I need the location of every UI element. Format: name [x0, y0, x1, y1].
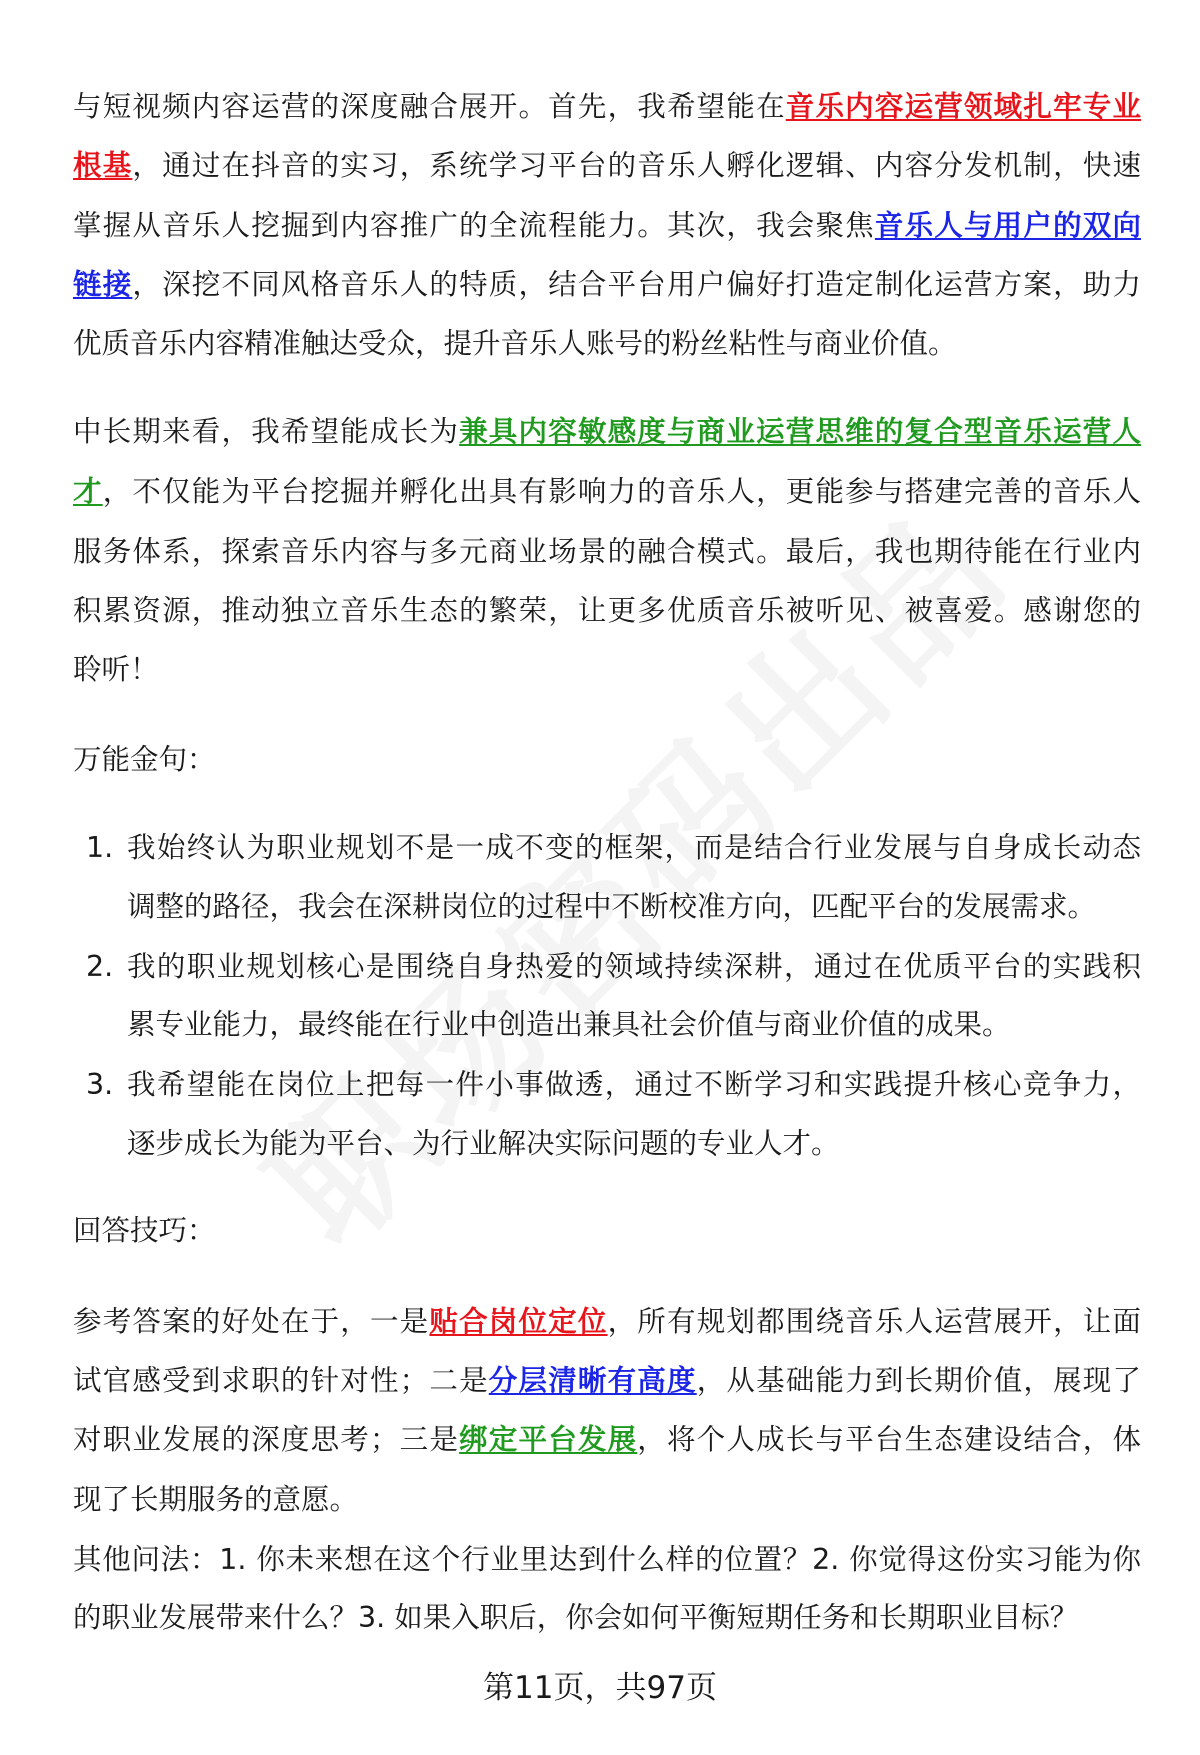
list-item-line — [127, 887, 1141, 927]
text-run: 我希望能在岗位上把每一件小事做透，通过不断学习和实践提升核心竞争力， — [127, 1068, 1141, 1101]
text-run: 我始终认为职业规划不是一成不变的框架，而是结合行业发展与自身成长动态 — [127, 831, 1141, 864]
highlight-red: 根基 — [73, 149, 133, 182]
page-number: 第11页，共97页 — [483, 1670, 717, 1706]
text-run: 累专业能力，最终能在行业中创造出兼具社会价值与商业价值的成果。 — [127, 1008, 1011, 1041]
text-run: ，所有规划都围绕音乐人运营展开，让面 — [607, 1305, 1141, 1338]
text-run: 我的职业规划核心是围绕自身热爱的领域持续深耕，通过在优质平台的实践积 — [127, 950, 1141, 983]
paragraph-line — [73, 1361, 1141, 1401]
list-item-line — [127, 828, 1141, 868]
list-number: 3. — [86, 1068, 114, 1101]
list-item-line — [127, 1065, 1141, 1105]
text-run: 服务体系，探索音乐内容与多元商业场景的融合模式。最后，我也期待能在行业内 — [73, 535, 1141, 568]
text-run: 现了长期服务的意愿。 — [73, 1483, 359, 1516]
text-run: 逐步成长为能为平台、为行业解决实际问题的专业人才。 — [127, 1127, 840, 1160]
text-run: 对职业发展的深度思考；三是 — [73, 1423, 460, 1456]
text-run: 调整的路径，我会在深耕岗位的过程中不断校准方向，匹配平台的发展需求。 — [127, 890, 1097, 923]
text-run: 其他问法：1. 你未来想在这个行业里达到什么样的位置？2. 你觉得这份实习能为你 — [73, 1543, 1141, 1576]
text-run: 积累资源，推动独立音乐生态的繁荣，让更多优质音乐被听见、被喜爱。感谢您的 — [73, 594, 1141, 627]
text-run: 优质音乐内容精准触达受众，提升音乐人账号的粉丝粘性与商业价值。 — [73, 327, 957, 360]
paragraph-line — [73, 1302, 1141, 1342]
text-run: 与短视频内容运营的深度融合展开。首先，我希望能在 — [73, 90, 786, 123]
highlight-green: 才 — [73, 475, 103, 508]
text-run: 万能金句： — [73, 743, 216, 776]
paragraph-line — [73, 412, 1141, 452]
highlight-green: 兼具内容敏感度与商业运营思维的复合型音乐运营人 — [459, 415, 1141, 448]
text-run: 试官感受到求职的针对性；二是 — [73, 1364, 489, 1397]
list-item-line — [127, 947, 1141, 987]
highlight-red: 音乐内容运营领域扎牢专业 — [785, 90, 1141, 123]
paragraph-line — [73, 1480, 1141, 1520]
paragraph-line — [73, 591, 1141, 631]
paragraph-line — [73, 1540, 1141, 1580]
highlight-red: 贴合岗位定位 — [429, 1305, 608, 1338]
text-run: 掌握从音乐人挖掘到内容推广的全流程能力。其次，我会聚焦 — [73, 209, 875, 242]
text-run: 参考答案的好处在于，一是 — [73, 1305, 430, 1338]
paragraph-line — [73, 146, 1141, 186]
paragraph-line — [73, 532, 1141, 572]
list-number: 2. — [86, 950, 114, 983]
paragraph-line — [73, 265, 1141, 305]
list-item-line — [127, 1124, 1141, 1164]
paragraph-line — [73, 740, 1141, 780]
list-number: 1. — [86, 831, 114, 864]
text-run: 回答技巧： — [73, 1214, 216, 1247]
text-run: ，深挖不同风格音乐人的特质，结合平台用户偏好打造定制化运营方案，助力 — [132, 268, 1141, 301]
paragraph-line — [73, 206, 1141, 246]
paragraph-line — [73, 87, 1141, 127]
highlight-green: 绑定平台发展 — [459, 1423, 638, 1456]
paragraph-line — [73, 472, 1141, 512]
text-run: ，不仅能为平台挖掘并孵化出具有影响力的音乐人，更能参与搭建完善的音乐人 — [102, 475, 1141, 508]
text-run: ，通过在抖音的实习，系统学习平台的音乐人孵化逻辑、内容分发机制，快速 — [132, 149, 1141, 182]
paragraph-line — [73, 1211, 1141, 1251]
text-run: ，将个人成长与平台生态建设结合，体 — [637, 1423, 1141, 1456]
paragraph-line — [73, 1420, 1141, 1460]
paragraph-line — [73, 324, 1141, 364]
text-run: 聆听！ — [73, 653, 159, 686]
highlight-blue: 音乐人与用户的双向 — [874, 209, 1141, 242]
list-item-line — [127, 1005, 1141, 1045]
text-run: 中长期来看，我希望能成长为 — [73, 415, 460, 448]
paragraph-line — [73, 650, 1141, 690]
paragraph-line — [73, 1598, 1141, 1638]
highlight-blue: 分层清晰有高度 — [488, 1364, 697, 1397]
text-run: ，从基础能力到长期价值，展现了 — [696, 1364, 1141, 1397]
highlight-blue: 链接 — [73, 268, 133, 301]
text-run: 的职业发展带来什么？3. 如果入职后，你会如何平衡短期任务和长期职业目标？ — [73, 1601, 1079, 1634]
page-top-edge — [0, 0, 1200, 46]
